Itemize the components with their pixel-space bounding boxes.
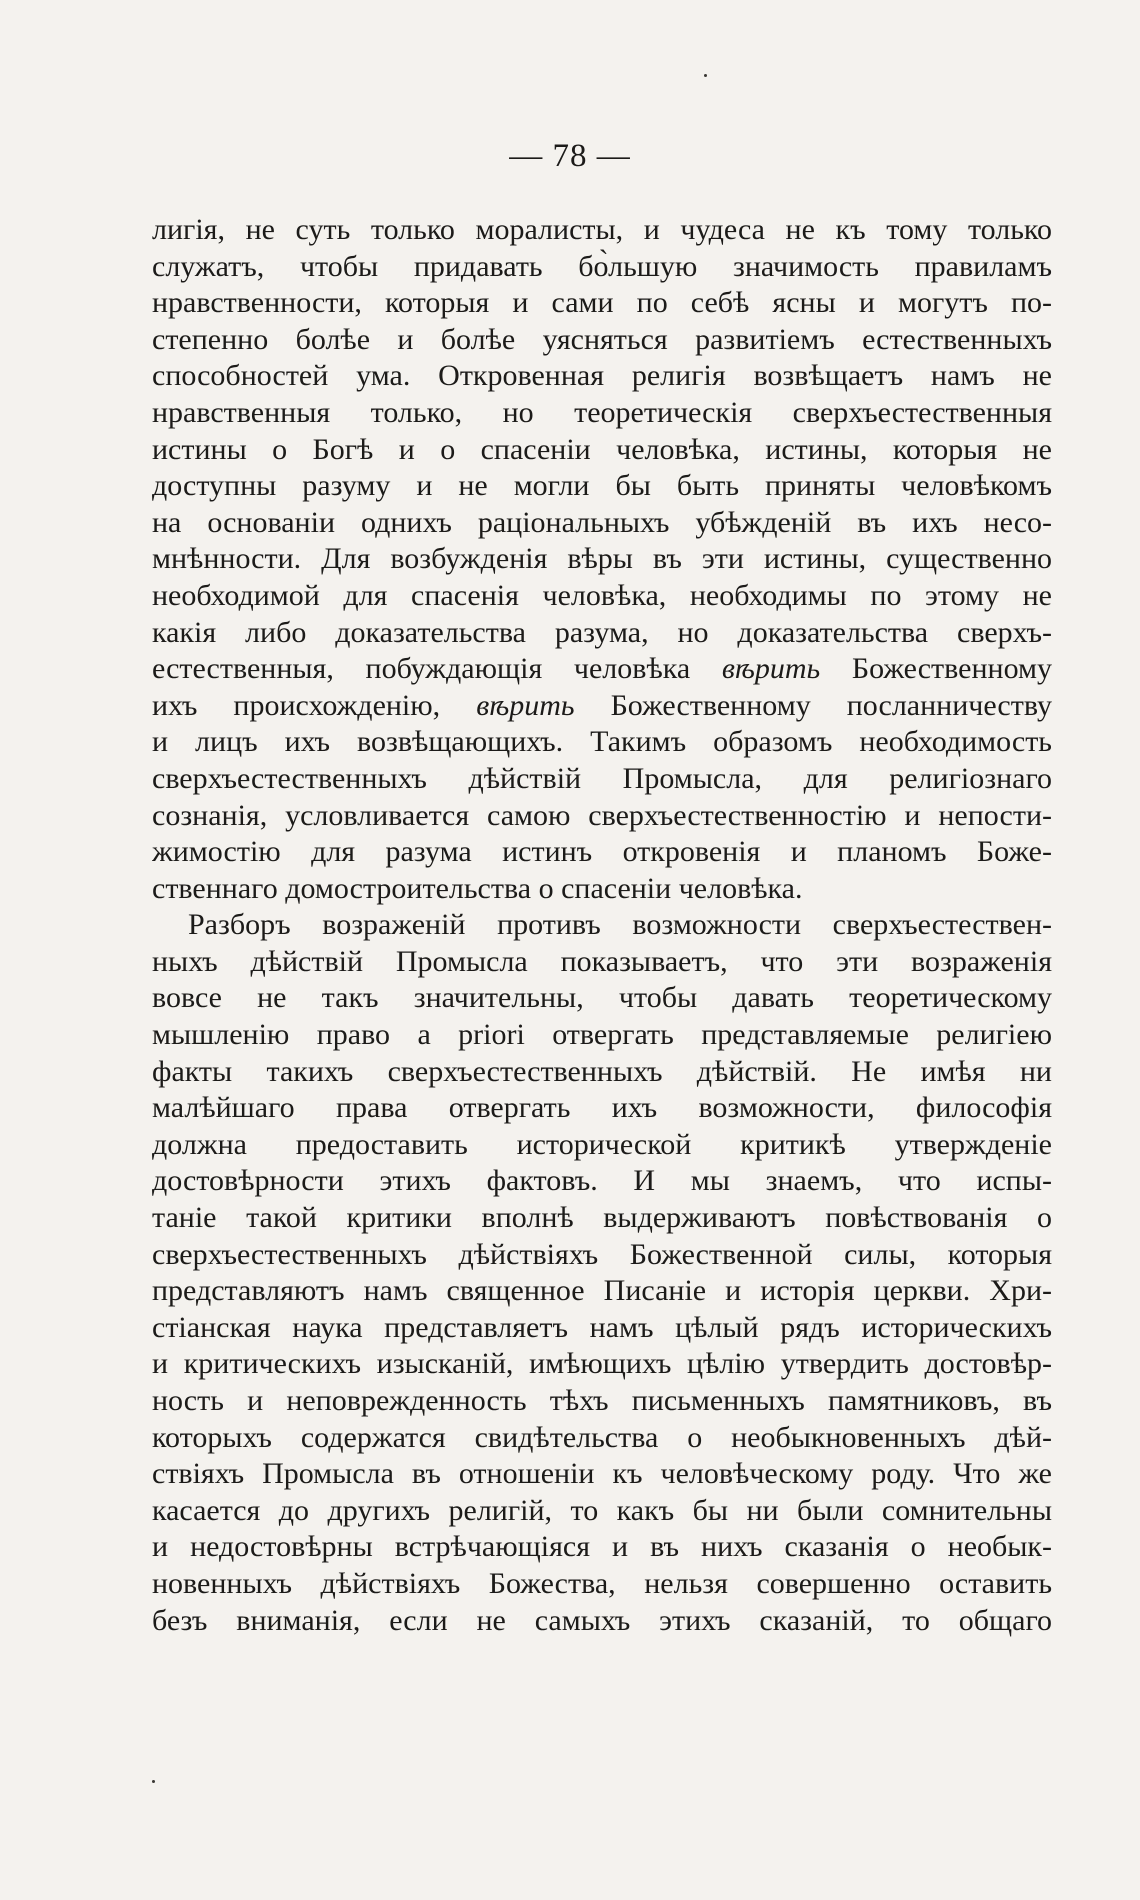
text-line: естественныя, побуждающія человѣка вѣрить Божественному <box>152 652 1052 686</box>
text-line: сознанія, условливается самою сверхъестественностію и непости- <box>152 798 1052 832</box>
emphasized-word: вѣрить <box>721 652 821 686</box>
text-line: новенныхъ дѣйствіяхъ Божества, нельзя совершенно оставить <box>152 1566 1052 1600</box>
page-number: — 78 — <box>509 138 631 174</box>
text-line: степенно болѣе и болѣе уясняться развитіемъ естественныхъ <box>152 322 1052 356</box>
text-line: и лицъ ихъ возвѣщающихъ. Такимъ образомъ необходимость <box>152 725 1052 759</box>
text-line: и недостовѣрны встрѣчающіяся и въ нихъ сказанія о необык- <box>152 1530 1052 1564</box>
text-line: представляютъ намъ священное Писаніе и исторія церкви. Хри- <box>152 1274 1052 1308</box>
text-line: нравственности, которыя и сами по себѣ ясны и могутъ по- <box>152 286 1052 320</box>
text-line: таніе такой критики вполнѣ выдерживаютъ повѣствованія о <box>152 1201 1052 1235</box>
text-line: должна предоставить исторической критикѣ утвержденіе <box>152 1127 1052 1161</box>
body-text <box>152 212 1052 1639</box>
text-line: мышленію право a priori отвергать представляемые религіею <box>152 1018 1052 1052</box>
text-line: служатъ, чтобы придавать бо̀льшую значимость правиламъ <box>152 249 1052 283</box>
text-line: безъ вниманія, если не самыхъ этихъ сказаній, то общаго <box>152 1603 1052 1637</box>
text-line: касается до другихъ религій, то какъ бы ни были сомнительны <box>152 1493 1052 1527</box>
text-line: нравственныя только, но теоретическія сверхъестественныя <box>152 395 1052 429</box>
text-line: вовсе не такъ значительны, чтобы давать теоретическому <box>152 981 1052 1015</box>
text-line: ихъ происхожденію, вѣрить Божественному посланничеству <box>152 688 1052 722</box>
text-line: сверхъестественныхъ дѣйствіяхъ Божественной силы, которыя <box>152 1237 1052 1271</box>
text-line: лигія, не суть только моралисты, и чудеса не къ тому только <box>152 213 1052 246</box>
text-line: способностей ума. Откровенная религія возвѣщаетъ намъ не <box>152 359 1052 393</box>
print-speck-bottom <box>152 1780 155 1783</box>
text-line: Разборъ возраженій противъ возможности сверхъестествен- <box>188 908 1052 942</box>
text-line: мнѣнности. Для возбужденія вѣры въ эти истины, существенно <box>152 542 1052 576</box>
print-speck-top <box>704 74 707 77</box>
text-line: истины о Богѣ и о спасеніи человѣка, истины, которыя не <box>152 432 1052 466</box>
emphasized-word: вѣрить <box>476 688 575 722</box>
paragraph-1 <box>152 212 1052 907</box>
text-line: малѣйшаго права отвергать ихъ возможности, философія <box>152 1091 1052 1125</box>
text-line: которыхъ содержатся свидѣтельства о необыкновенныхъ дѣй- <box>152 1420 1052 1454</box>
paragraph-2 <box>152 907 1052 1639</box>
text-line: стіанская наука представляетъ намъ цѣлый рядъ историческихъ <box>152 1310 1052 1344</box>
text-line: жимостію для разума истинъ откровенія и планомъ Боже- <box>152 835 1052 869</box>
text-line: какія либо доказательства разума, но доказательства сверхъ- <box>152 615 1052 649</box>
text-line: необходимой для спасенія человѣка, необходимы по этому не <box>152 578 1052 612</box>
text-line: и критическихъ изысканій, имѣющихъ цѣлію утвердить достовѣр- <box>152 1347 1052 1381</box>
text-line: на основаніи однихъ раціональныхъ убѣжденій въ ихъ несо- <box>152 505 1052 539</box>
text-line: ныхъ дѣйствій Промысла показываетъ, что эти возраженія <box>152 944 1052 978</box>
text-line: ствіяхъ Промысла въ отношеніи къ человѣческому роду. Что же <box>152 1457 1052 1491</box>
text-line: ность и неповрежденность тѣхъ письменныхъ памятниковъ, въ <box>152 1384 1052 1417</box>
text-line: сверхъестественныхъ дѣйствій Промысла, для религіознаго <box>152 761 1052 795</box>
text-line: доступны разуму и не могли бы быть приняты человѣкомъ <box>152 469 1052 503</box>
text-line: факты такихъ сверхъестественныхъ дѣйствій. Не имѣя ни <box>152 1054 1052 1088</box>
text-line: ственнаго домостроительства о спасеніи человѣка. <box>152 871 803 905</box>
text-line: достовѣрности этихъ фактовъ. И мы знаемъ, что испы- <box>152 1164 1052 1198</box>
